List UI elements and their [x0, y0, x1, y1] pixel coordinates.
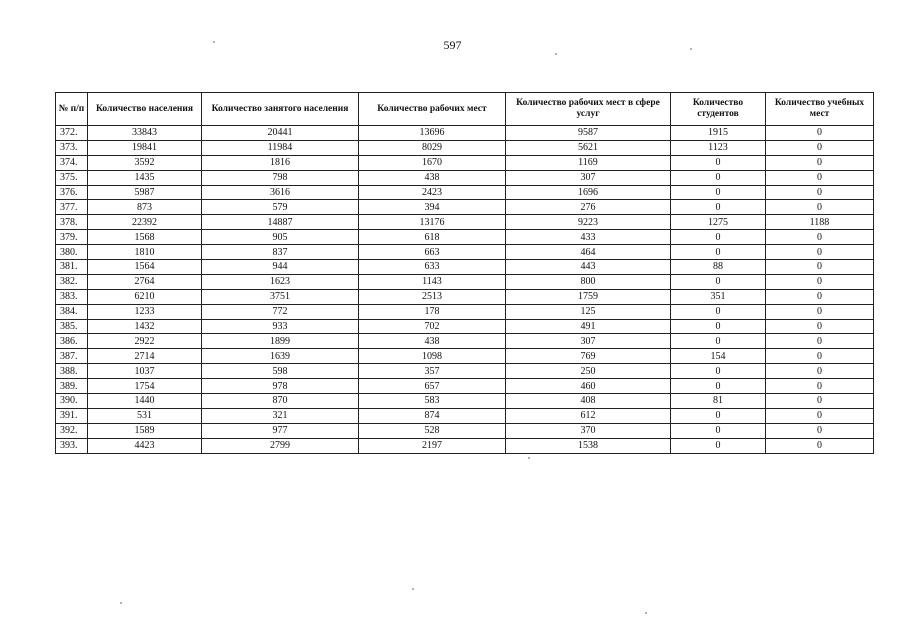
table-cell: 873 — [88, 200, 202, 215]
table-cell: 2197 — [359, 438, 506, 453]
table-header-row — [56, 93, 874, 126]
table-cell: 0 — [766, 364, 874, 379]
table-cell: 276 — [506, 200, 671, 215]
table-cell: 0 — [671, 334, 766, 349]
table-cell: 1143 — [359, 274, 506, 289]
table-row — [56, 185, 874, 200]
table-cell: 598 — [202, 364, 359, 379]
table-cell: 88 — [671, 260, 766, 275]
table-cell: 0 — [766, 423, 874, 438]
column-header: Количество рабочих мест — [359, 93, 506, 126]
table-cell: 307 — [506, 334, 671, 349]
table-cell: 1037 — [88, 364, 202, 379]
table-cell: 443 — [506, 260, 671, 275]
row-number-cell: 388. — [56, 364, 88, 379]
table-cell: 3751 — [202, 289, 359, 304]
table-row — [56, 423, 874, 438]
table-cell: 1696 — [506, 185, 671, 200]
table-cell: 0 — [766, 379, 874, 394]
table-row — [56, 155, 874, 170]
table-cell: 0 — [766, 185, 874, 200]
table-cell: 438 — [359, 170, 506, 185]
row-number-cell: 373. — [56, 140, 88, 155]
table-cell: 798 — [202, 170, 359, 185]
table-cell: 0 — [766, 170, 874, 185]
table-cell: 0 — [766, 155, 874, 170]
table-cell: 1188 — [766, 215, 874, 230]
table-cell: 307 — [506, 170, 671, 185]
column-header: Количество рабочих мест в сфере услуг — [506, 93, 671, 126]
row-number-cell: 372. — [56, 126, 88, 141]
table-cell: 2513 — [359, 289, 506, 304]
table-cell: 464 — [506, 245, 671, 260]
table-cell: 0 — [671, 170, 766, 185]
table-cell: 2799 — [202, 438, 359, 453]
table-cell: 0 — [671, 185, 766, 200]
table-cell: 0 — [766, 408, 874, 423]
table-cell: 178 — [359, 304, 506, 319]
table-cell: 837 — [202, 245, 359, 260]
table-row — [56, 230, 874, 245]
row-number-cell: 393. — [56, 438, 88, 453]
table-cell: 0 — [766, 230, 874, 245]
table-cell: 1440 — [88, 394, 202, 409]
table-cell: 154 — [671, 349, 766, 364]
table-cell: 250 — [506, 364, 671, 379]
table-cell: 0 — [671, 364, 766, 379]
row-number-cell: 392. — [56, 423, 88, 438]
scan-speck — [213, 41, 215, 43]
table-cell: 321 — [202, 408, 359, 423]
row-number-cell: 375. — [56, 170, 88, 185]
table-cell: 1810 — [88, 245, 202, 260]
table-cell: 0 — [671, 438, 766, 453]
table-cell: 663 — [359, 245, 506, 260]
table-cell: 874 — [359, 408, 506, 423]
table-cell: 1432 — [88, 319, 202, 334]
row-number-cell: 381. — [56, 260, 88, 275]
table-cell: 1754 — [88, 379, 202, 394]
table-cell: 20441 — [202, 126, 359, 141]
table-cell: 0 — [671, 155, 766, 170]
table-cell: 657 — [359, 379, 506, 394]
table-cell: 433 — [506, 230, 671, 245]
table-cell: 33843 — [88, 126, 202, 141]
column-header: Количество студентов — [671, 93, 766, 126]
table-cell: 9587 — [506, 126, 671, 141]
table-cell: 0 — [766, 140, 874, 155]
row-number-cell: 391. — [56, 408, 88, 423]
table-cell: 0 — [671, 423, 766, 438]
table-cell: 1899 — [202, 334, 359, 349]
row-number-cell: 387. — [56, 349, 88, 364]
table-cell: 1639 — [202, 349, 359, 364]
row-number-cell: 378. — [56, 215, 88, 230]
row-number-cell: 380. — [56, 245, 88, 260]
table-cell: 1564 — [88, 260, 202, 275]
table-row — [56, 379, 874, 394]
table-cell: 2764 — [88, 274, 202, 289]
table-cell: 0 — [671, 274, 766, 289]
table-cell: 13696 — [359, 126, 506, 141]
table-cell: 1169 — [506, 155, 671, 170]
table-cell: 8029 — [359, 140, 506, 155]
table-cell: 0 — [766, 245, 874, 260]
table-cell: 125 — [506, 304, 671, 319]
table-row — [56, 408, 874, 423]
scan-speck — [690, 48, 692, 50]
table-cell: 460 — [506, 379, 671, 394]
table-cell: 1915 — [671, 126, 766, 141]
table-row — [56, 289, 874, 304]
table-cell: 1589 — [88, 423, 202, 438]
table-cell: 0 — [671, 379, 766, 394]
row-number-cell: 383. — [56, 289, 88, 304]
table-cell: 0 — [766, 349, 874, 364]
table-cell: 0 — [766, 304, 874, 319]
column-header: Количество занятого населения — [202, 93, 359, 126]
table-cell: 612 — [506, 408, 671, 423]
data-table — [55, 92, 874, 454]
table-cell: 2423 — [359, 185, 506, 200]
table-cell: 6210 — [88, 289, 202, 304]
row-number-cell: 374. — [56, 155, 88, 170]
table-cell: 11984 — [202, 140, 359, 155]
table-cell: 0 — [671, 230, 766, 245]
table-cell: 0 — [766, 260, 874, 275]
table-cell: 905 — [202, 230, 359, 245]
table-cell: 1623 — [202, 274, 359, 289]
table-cell: 0 — [671, 245, 766, 260]
row-number-cell: 385. — [56, 319, 88, 334]
table-cell: 633 — [359, 260, 506, 275]
table-cell: 81 — [671, 394, 766, 409]
table-row — [56, 349, 874, 364]
row-number-cell: 377. — [56, 200, 88, 215]
row-number-cell: 384. — [56, 304, 88, 319]
table-cell: 2714 — [88, 349, 202, 364]
column-header: Количество учебных мест — [766, 93, 874, 126]
table-row — [56, 126, 874, 141]
table-cell: 1538 — [506, 438, 671, 453]
table-cell: 5987 — [88, 185, 202, 200]
table-cell: 0 — [766, 200, 874, 215]
table-cell: 0 — [671, 304, 766, 319]
table-cell: 13176 — [359, 215, 506, 230]
column-header: Количество населения — [88, 93, 202, 126]
table-cell: 22392 — [88, 215, 202, 230]
row-number-cell: 386. — [56, 334, 88, 349]
table-cell: 491 — [506, 319, 671, 334]
table-cell: 0 — [766, 289, 874, 304]
table-row — [56, 274, 874, 289]
table-row — [56, 438, 874, 453]
table-cell: 870 — [202, 394, 359, 409]
column-header: № п/п — [56, 93, 88, 126]
table-row — [56, 140, 874, 155]
table-body — [56, 126, 874, 454]
table-cell: 583 — [359, 394, 506, 409]
table-cell: 528 — [359, 423, 506, 438]
table-cell: 1123 — [671, 140, 766, 155]
table-cell: 19841 — [88, 140, 202, 155]
page-number: 597 — [443, 38, 462, 52]
table-row — [56, 334, 874, 349]
scan-speck — [412, 588, 414, 590]
table-cell: 3592 — [88, 155, 202, 170]
table-row — [56, 170, 874, 185]
table-row — [56, 394, 874, 409]
table-cell: 2922 — [88, 334, 202, 349]
table-cell: 618 — [359, 230, 506, 245]
table-cell: 0 — [671, 319, 766, 334]
table-cell: 9223 — [506, 215, 671, 230]
table-cell: 1275 — [671, 215, 766, 230]
table-row — [56, 304, 874, 319]
table-cell: 933 — [202, 319, 359, 334]
table-row — [56, 245, 874, 260]
table-cell: 408 — [506, 394, 671, 409]
table-cell: 1759 — [506, 289, 671, 304]
table-row — [56, 260, 874, 275]
table-cell: 0 — [766, 438, 874, 453]
scan-speck — [645, 612, 647, 614]
table-row — [56, 215, 874, 230]
table-cell: 351 — [671, 289, 766, 304]
table-cell: 1098 — [359, 349, 506, 364]
table-cell: 4423 — [88, 438, 202, 453]
table-cell: 579 — [202, 200, 359, 215]
table-cell: 1670 — [359, 155, 506, 170]
row-number-cell: 382. — [56, 274, 88, 289]
scan-speck — [555, 53, 557, 55]
table-cell: 1816 — [202, 155, 359, 170]
table-cell: 702 — [359, 319, 506, 334]
row-number-cell: 390. — [56, 394, 88, 409]
table-cell: 531 — [88, 408, 202, 423]
table-cell: 394 — [359, 200, 506, 215]
table-cell: 769 — [506, 349, 671, 364]
table-cell: 0 — [766, 319, 874, 334]
row-number-cell: 389. — [56, 379, 88, 394]
table-cell: 14887 — [202, 215, 359, 230]
table-cell: 978 — [202, 379, 359, 394]
table-row — [56, 364, 874, 379]
table-cell: 0 — [766, 394, 874, 409]
table-row — [56, 319, 874, 334]
table-cell: 0 — [766, 126, 874, 141]
row-number-cell: 379. — [56, 230, 88, 245]
table-cell: 772 — [202, 304, 359, 319]
table-cell: 0 — [671, 200, 766, 215]
table-cell: 0 — [766, 334, 874, 349]
table-cell: 357 — [359, 364, 506, 379]
table-cell: 1233 — [88, 304, 202, 319]
row-number-cell: 376. — [56, 185, 88, 200]
table-cell: 977 — [202, 423, 359, 438]
table-row — [56, 200, 874, 215]
table-cell: 370 — [506, 423, 671, 438]
table-cell: 0 — [671, 408, 766, 423]
table-cell: 5621 — [506, 140, 671, 155]
table-cell: 438 — [359, 334, 506, 349]
table-cell: 944 — [202, 260, 359, 275]
table-cell: 3616 — [202, 185, 359, 200]
table-cell: 800 — [506, 274, 671, 289]
scan-speck — [528, 457, 530, 459]
table-cell: 0 — [766, 274, 874, 289]
table-cell: 1435 — [88, 170, 202, 185]
table-cell: 1568 — [88, 230, 202, 245]
scan-speck — [120, 602, 122, 604]
